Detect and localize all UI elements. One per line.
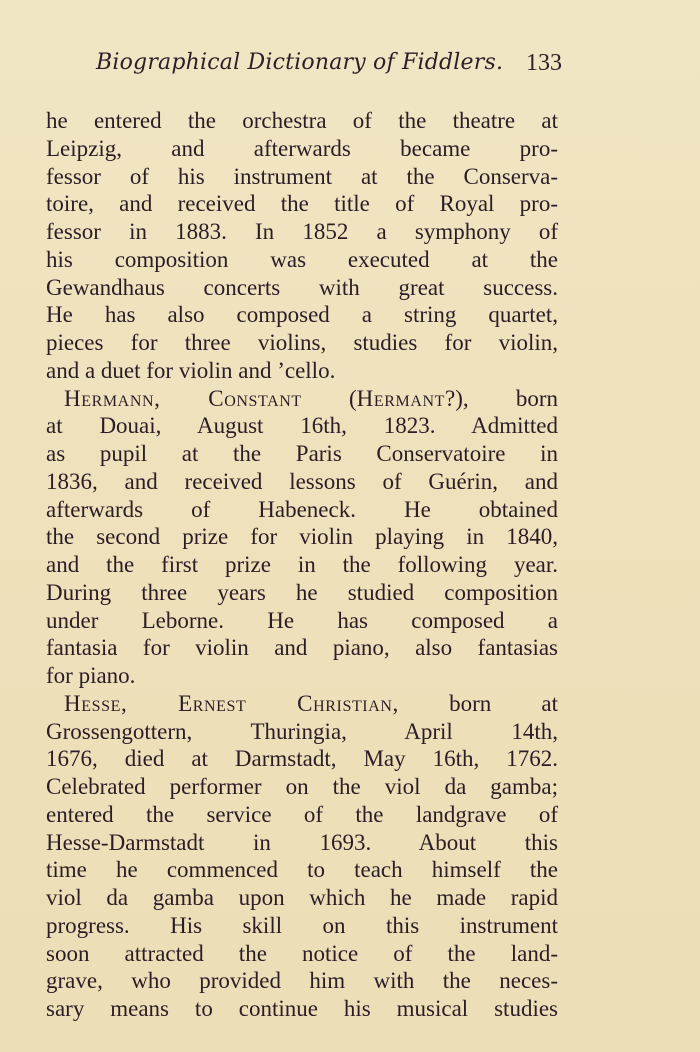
text-line (46, 468, 558, 496)
text-line (46, 163, 558, 191)
text-run: the second prize for violin playing in 1840, (46, 524, 558, 550)
text-run: entered the service of the landgrave of (46, 801, 558, 827)
entry-headword: Hermann, Constant (64, 385, 302, 411)
text-run: He has also composed a string quartet, (46, 302, 558, 328)
text-line (46, 995, 558, 1023)
running-header (96, 50, 562, 82)
text-run: and a duet for violin and ’cello. (46, 357, 336, 383)
text-run: afterwards of Habeneck. He obtained (46, 496, 558, 522)
text-line (46, 912, 558, 940)
text-run: Celebrated performer on the viol da gamba; (46, 774, 558, 799)
text-run: toire, and received the title of Royal pro- (46, 191, 558, 217)
entry-headword: Hesse, Ernest Christian, (64, 690, 399, 716)
text-run: pieces for three violins, studies for violin, (46, 330, 558, 355)
running-title: Biographical Dictionary of Fiddlers. (96, 50, 504, 75)
text-run: he entered the orchestra of the theatre at (46, 108, 558, 133)
text-run: as pupil at the Paris Conservatoire in (46, 441, 558, 466)
text-line (46, 829, 558, 857)
text-line (46, 690, 558, 718)
text-line (46, 274, 558, 302)
page-number: 133 (526, 50, 562, 76)
text-run: grave, who provided him with the neces- (46, 968, 558, 994)
text-run: fessor in 1883. In 1852 a symphony of (46, 219, 558, 244)
text-line (46, 496, 558, 524)
text-run: During three years he studied composition (46, 579, 558, 605)
text-run: 1836, and received lessons of Guérin, and (46, 468, 558, 494)
text-line (46, 634, 558, 662)
text-run: for piano. (46, 663, 136, 688)
text-run: Leipzig, and afterwards became pro- (46, 135, 558, 161)
text-line (46, 773, 558, 801)
text-run: ( (301, 385, 357, 411)
text-run: ?), born (445, 385, 558, 411)
text-run: time he commenced to teach himself the (46, 857, 558, 883)
text-run: and the first prize in the following year. (46, 552, 558, 577)
text-run: fessor of his instrument at the Conserva- (46, 163, 558, 189)
text-line (46, 440, 558, 468)
text-line (46, 884, 558, 912)
text-run: sary means to continue his musical studies (46, 996, 558, 1021)
text-line (46, 412, 558, 440)
text-line (46, 385, 558, 413)
text-line (46, 551, 558, 579)
text-line (46, 967, 558, 995)
text-run: his composition was executed at the (46, 246, 558, 272)
text-line (46, 107, 558, 135)
text-run: soon attracted the notice of the land- (46, 940, 558, 966)
text-line (46, 607, 558, 635)
text-line (46, 357, 558, 385)
text-line (46, 218, 558, 246)
text-run: Grossengottern, Thuringia, April 14th, (46, 718, 558, 744)
text-line (46, 329, 558, 357)
text-line (46, 940, 558, 968)
body-text (46, 107, 558, 1023)
text-line (46, 801, 558, 829)
text-run: 1676, died at Darmstadt, May 16th, 1762. (46, 746, 558, 772)
text-line (46, 856, 558, 884)
text-line (46, 135, 558, 163)
text-run: progress. His skill on this instrument (46, 912, 558, 938)
entry-headword: Hermant (356, 385, 446, 411)
text-run: fantasia for violin and piano, also fantasias (46, 635, 558, 661)
text-line (46, 190, 558, 218)
text-run: under Leborne. He has composed a (46, 607, 558, 633)
text-line (46, 523, 558, 551)
text-run: born at (398, 690, 558, 716)
text-line (46, 662, 558, 690)
text-line (46, 579, 558, 607)
text-run: at Douai, August 16th, 1823. Admitted (46, 413, 558, 439)
text-line (46, 301, 558, 329)
text-line (46, 246, 558, 274)
text-line (46, 745, 558, 773)
text-run: Hesse-Darmstadt in 1693. About this (46, 829, 558, 855)
text-line (46, 718, 558, 746)
text-run: Gewandhaus concerts with great success. (46, 274, 558, 300)
text-run: viol da gamba upon which he made rapid (46, 885, 558, 910)
